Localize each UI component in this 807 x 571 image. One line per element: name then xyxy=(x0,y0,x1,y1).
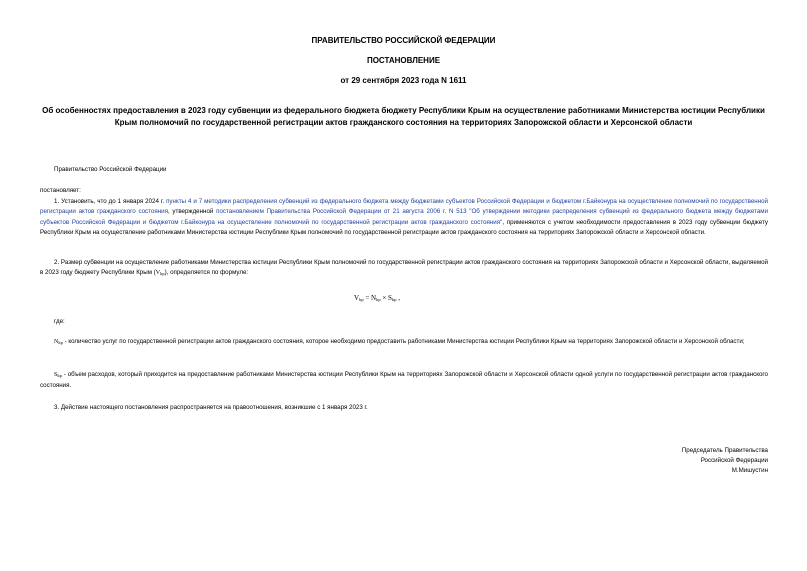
definition-n-subscript: kp xyxy=(58,340,63,345)
document-type: ПОСТАНОВЛЕНИЕ xyxy=(366,56,441,65)
paragraph-1-start: 1. Установить, что до 1 января 2024 г. xyxy=(54,198,167,205)
signature-country: Российской Федерации xyxy=(700,457,768,465)
definition-n xyxy=(40,337,768,348)
where-text: где: xyxy=(54,318,65,325)
formula-s-sub: kp xyxy=(391,297,397,302)
signature-position: Председатель Правительства xyxy=(681,447,768,454)
formula-n: N xyxy=(371,294,377,302)
paragraph-1 xyxy=(40,197,768,239)
signature-block xyxy=(682,446,768,477)
formula-n-sub: kp xyxy=(376,297,381,302)
paragraph-2-end: ), определяется по формуле: xyxy=(164,269,249,277)
paragraph-2 xyxy=(40,258,768,280)
decides-text: постановляет: xyxy=(40,187,81,194)
signature-name: М.Мишустин xyxy=(731,467,768,475)
document-title: Об особенностях предоставления в 2023 году субвенции из федерального бюджета бюджету Республики Крым на осуществление работниками Министерства юстиции Республики Крым полномочий по государственной регистрации актов гражданского состояния на территориях Запорожской области и Херсонской области xyxy=(42,106,765,127)
formula-lhs-sub: kp xyxy=(359,297,364,302)
paragraph-3: 3. Действие настоящего постановления распространяется на правоотношения, возникшие с 1 января 2023 г. xyxy=(54,404,368,411)
definition-s-text: - объем расходов, который приходится на предоставление работниками Министерства юстиции Республики Крым на территориях Запорожской области и Херсонской области одной услуги по государственной регистрации актов гражданского состояния. xyxy=(40,371,768,390)
government-name: ПРАВИТЕЛЬСТВО РОССИЙСКОЙ ФЕДЕРАЦИИ xyxy=(311,36,496,45)
formula-equals: = xyxy=(363,294,372,302)
paragraph-2-start: 2. Размер субвенции на осуществление работниками Министерства юстиции Республики Крым полномочий по государственной регистрации актов гражданского состояния на территориях Запорожской области и Херсонской области, выделяемой в 2023 году бюджету Республики Крым ( xyxy=(40,259,768,277)
intro-text: Правительство Российской Федерации xyxy=(54,166,167,173)
definition-s-subscript: kp xyxy=(57,373,62,378)
paragraph-1-mid: , утвержденной xyxy=(167,208,217,216)
decree-513-link[interactable]: постановлением Правительства Российской Федерации от 21 августа 2006 г. N 513 "Об утверждении методики распределения субвенций из федерального бюджета между бюджетами субъектов Российской Федерации и бюджетом г.Байконура на осуществление полномочий по государственной регистрации актов гражданского состояния" xyxy=(40,208,768,226)
document-date-number: от 29 сентября 2023 года N 1611 xyxy=(340,76,467,85)
definition-s-symbol: S xyxy=(54,372,58,378)
methodology-link[interactable]: пункты 4 и 7 методики распределения субвенций из федерального бюджета между бюджетами субъектов Российской Федерации и бюджетом г.Байконура на осуществление полномочий по государственной регистрации актов гражданского состояния xyxy=(40,198,768,216)
formula-s: S xyxy=(388,294,392,302)
definition-n-variable xyxy=(54,339,63,345)
formula-times: × xyxy=(380,294,389,302)
subsidy-variable-image: $V_{kp}$ xyxy=(155,270,165,277)
subsidy-formula xyxy=(354,294,400,302)
paragraph-1-end: , применяются с учетом необходимости предоставления в 2023 году субвенции бюджету Республики Крым на осуществление работниками Министерства юстиции Республики Крым полномочий по государственной регистрации актов гражданского состояния на территориях Запорожской области и Херсонской области. xyxy=(40,218,768,237)
definition-s xyxy=(40,370,768,392)
formula-end: , xyxy=(396,294,400,302)
definition-n-symbol: N xyxy=(54,339,59,345)
definition-s-variable xyxy=(54,372,62,378)
definition-n-text: - количество услуг по государственной регистрации актов гражданского состояния, которое необходимо предоставить работниками Министерства юстиции Республики Крым на территориях Запорожской области и Херсонской области; xyxy=(62,338,745,345)
formula-lhs: V xyxy=(354,294,360,302)
